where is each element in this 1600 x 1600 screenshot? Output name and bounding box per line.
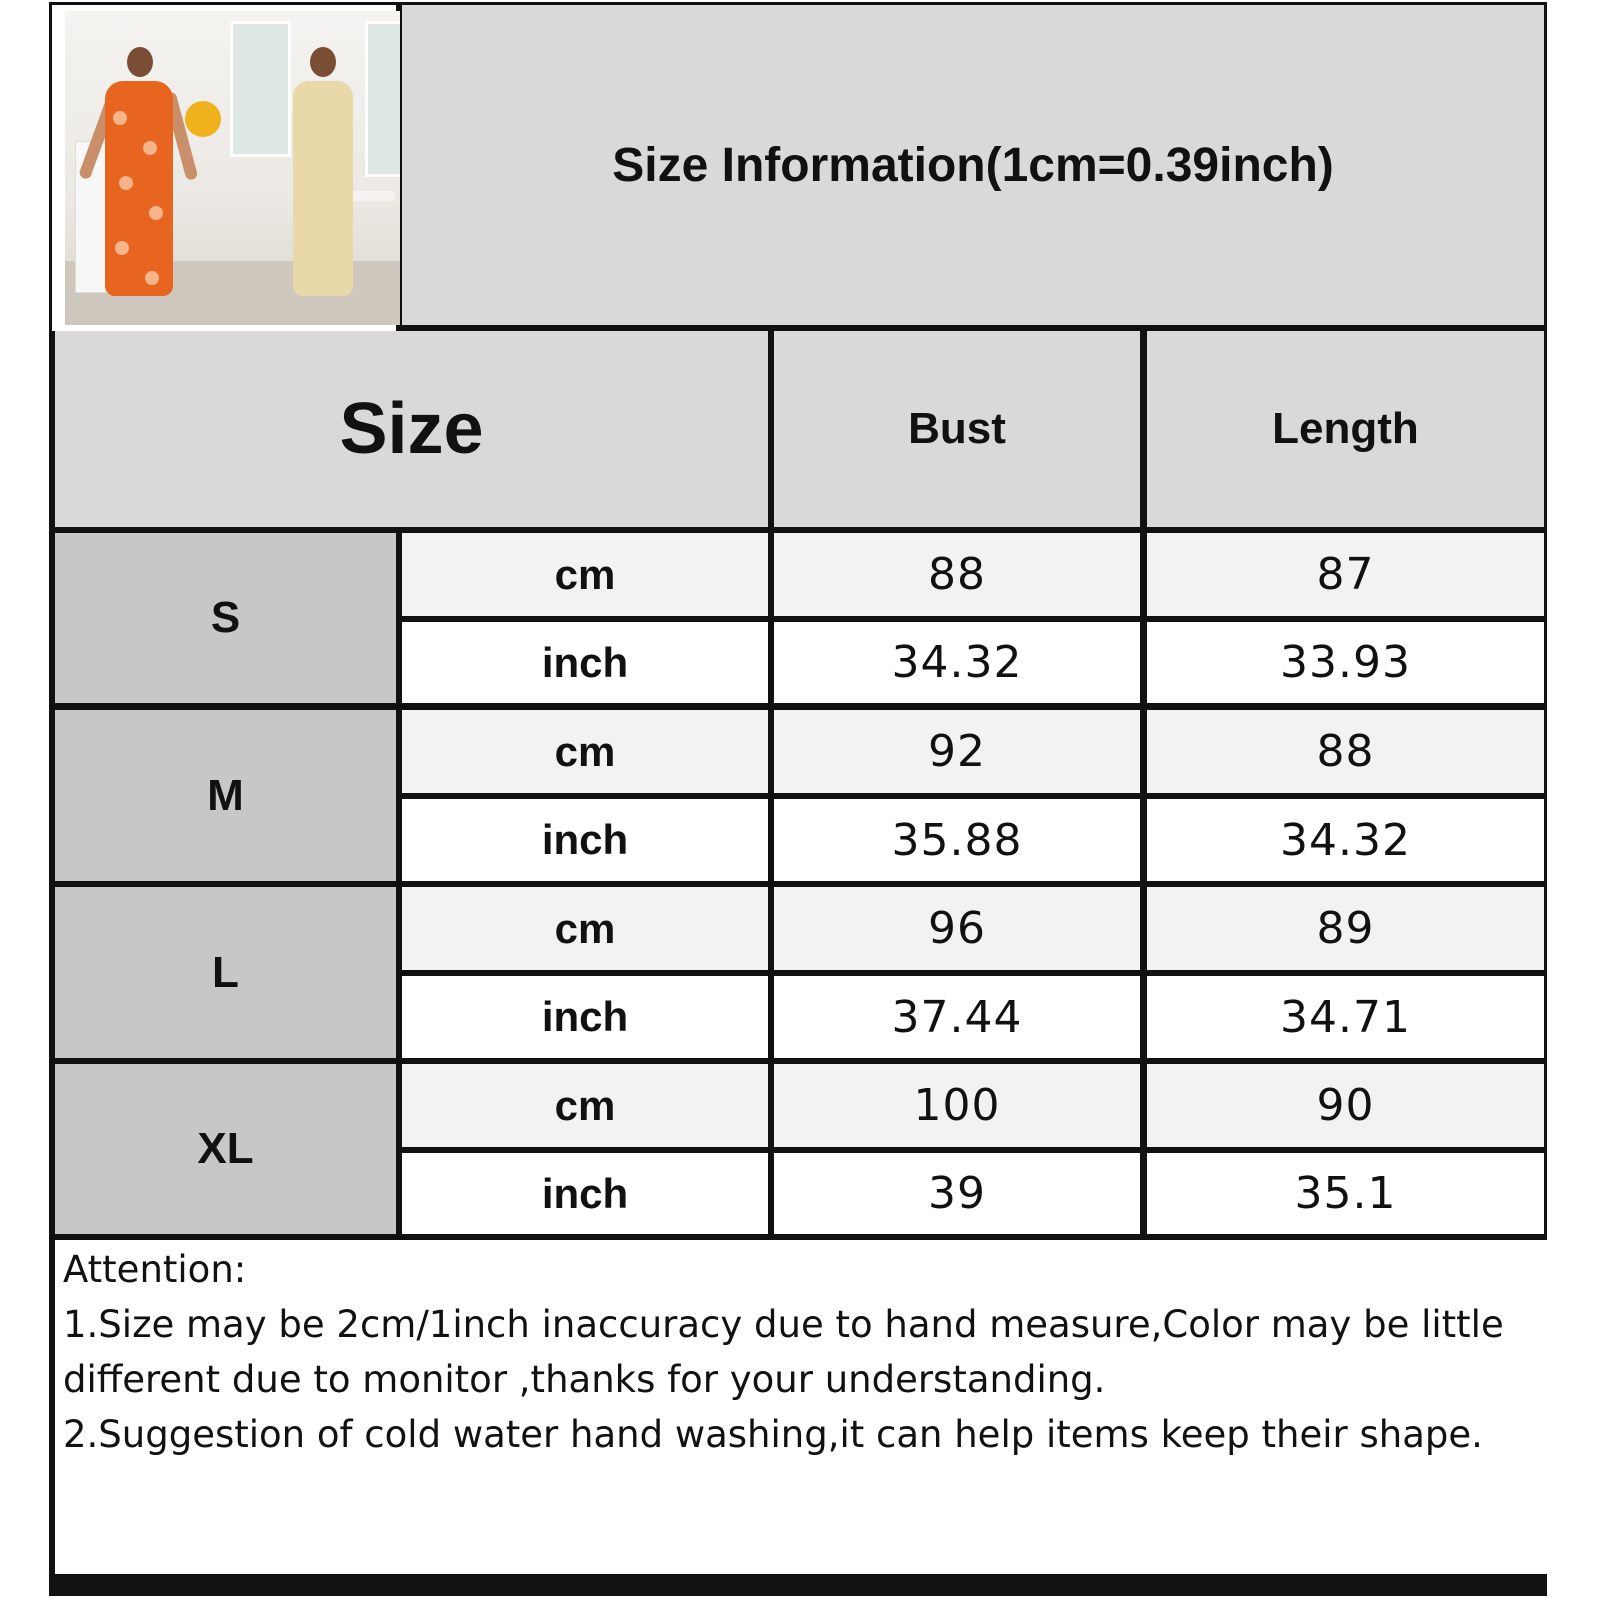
unit-label: inch (541, 1169, 629, 1217)
unit-label: inch (541, 638, 629, 686)
unit-cell (402, 1064, 768, 1147)
length-cm-cell (1147, 1064, 1544, 1147)
length-inch-cell (1147, 976, 1544, 1058)
length-value: 89 (1316, 903, 1375, 954)
bust-value: 34.32 (891, 637, 1023, 688)
bust-inch-cell (774, 1153, 1140, 1234)
size-label: S (210, 593, 241, 642)
bust-value: 100 (913, 1080, 1001, 1131)
unit-label: cm (554, 1081, 616, 1129)
bust-value: 88 (928, 549, 986, 600)
length-value: 87 (1316, 549, 1375, 600)
length-cm-cell (1147, 533, 1544, 616)
attention-heading: Attention: (63, 1248, 247, 1291)
bust-value: 37.44 (891, 991, 1023, 1043)
attention-note (55, 1240, 1547, 1574)
bust-value: 35.88 (891, 814, 1023, 866)
attention-line-1: 1.Size may be 2cm/1inch inaccuracy due to hand measure,Color may be little (63, 1303, 1504, 1346)
page-title: Size Information(1cm=0.39inch) (612, 138, 1334, 192)
bust-cm-cell (774, 1064, 1140, 1147)
length-inch-cell (1147, 799, 1544, 881)
bust-value: 96 (928, 903, 986, 954)
unit-cell (402, 976, 768, 1058)
length-value: 90 (1316, 1080, 1375, 1131)
length-value: 34.71 (1280, 991, 1411, 1043)
length-inch-cell (1147, 622, 1544, 703)
dress-model-photo-icon (65, 11, 400, 325)
size-label: L (212, 947, 239, 997)
size-header: Size (339, 389, 484, 469)
length-cm-cell (1147, 887, 1544, 970)
size-label: M (207, 770, 244, 820)
unit-cell (402, 799, 768, 881)
unit-cell (402, 887, 768, 970)
bust-header: Bust (908, 404, 1006, 453)
length-value: 88 (1316, 726, 1375, 777)
size-chart (49, 2, 1547, 1596)
size-cell-l (55, 887, 396, 1058)
length-header-cell (1147, 331, 1544, 527)
bust-header-cell (774, 331, 1140, 527)
bust-inch-cell (774, 799, 1140, 881)
unit-label: cm (554, 550, 616, 598)
bust-cm-cell (774, 710, 1140, 793)
size-label: XL (197, 1124, 254, 1173)
length-value: 35.1 (1294, 1168, 1397, 1219)
unit-label: inch (541, 816, 629, 863)
unit-cell (402, 622, 768, 703)
size-cell-m (55, 710, 396, 881)
size-cell-s (55, 533, 396, 703)
unit-cell (402, 1153, 768, 1234)
length-header: Length (1272, 404, 1419, 453)
bust-inch-cell (774, 622, 1140, 703)
size-cell-xl (55, 1064, 396, 1234)
unit-cell (402, 533, 768, 616)
length-value: 33.93 (1280, 637, 1411, 688)
unit-label: inch (541, 993, 629, 1040)
attention-line-2: different due to monitor ,thanks for your understanding. (63, 1358, 1106, 1401)
unit-label: cm (554, 904, 616, 952)
unit-cell (402, 710, 768, 793)
length-value: 34.32 (1280, 814, 1411, 866)
bust-cm-cell (774, 533, 1140, 616)
title-cell (402, 5, 1544, 325)
length-cm-cell (1147, 710, 1544, 793)
bust-cm-cell (774, 887, 1140, 970)
length-inch-cell (1147, 1153, 1544, 1234)
unit-label: cm (554, 727, 616, 775)
attention-line-3: 2.Suggestion of cold water hand washing,it can help items keep their shape. (63, 1413, 1483, 1456)
size-header-cell (55, 331, 768, 527)
bust-value: 92 (928, 726, 986, 777)
bust-inch-cell (774, 976, 1140, 1058)
bust-value: 39 (928, 1168, 986, 1219)
